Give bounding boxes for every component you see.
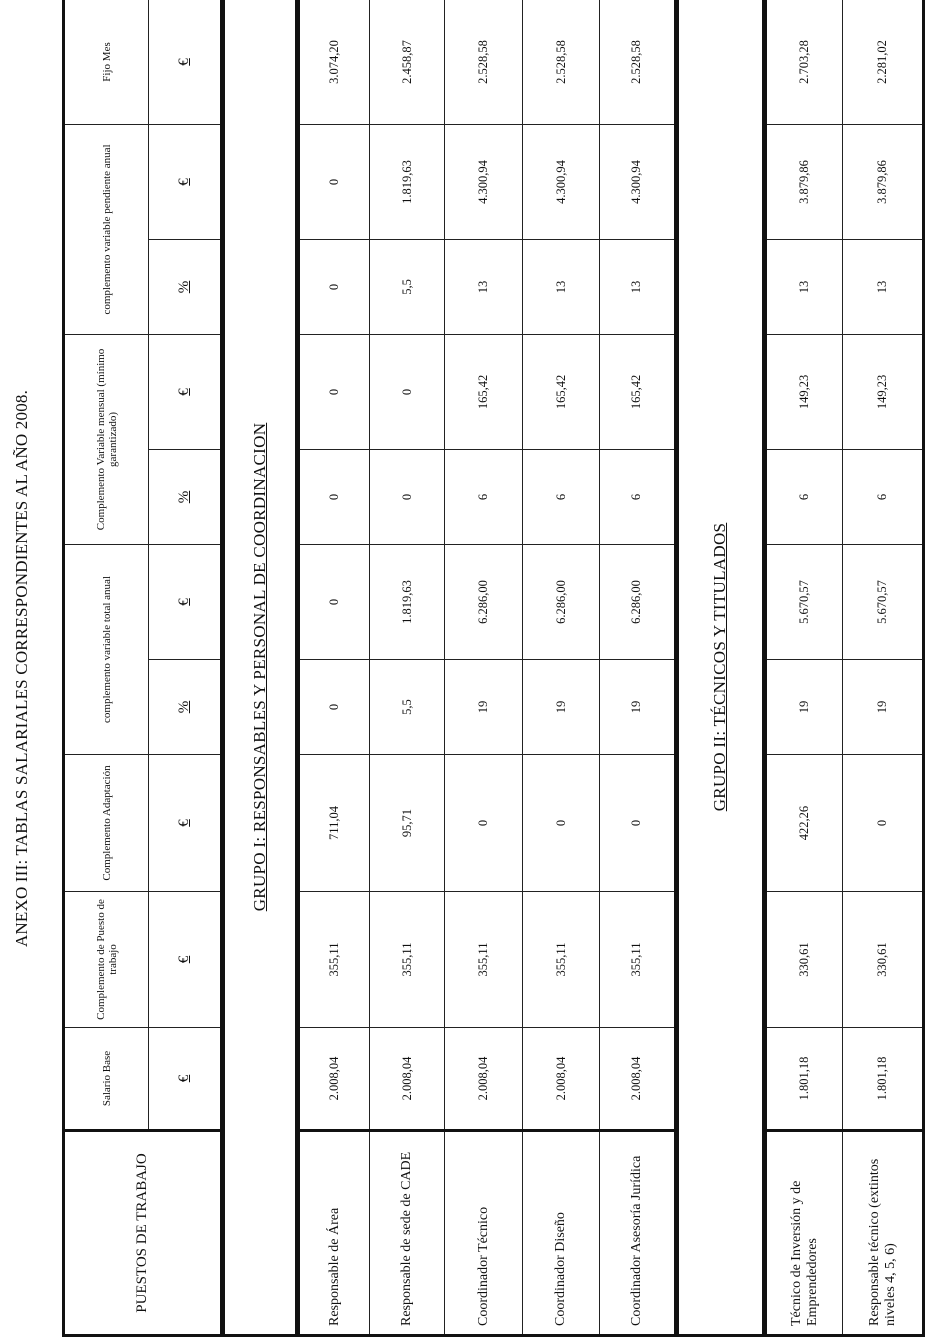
value-cell: 2.528,58 (445, 0, 522, 124)
unit-euro: € (149, 124, 223, 239)
value-cell: 2.008,04 (600, 1028, 676, 1131)
value-cell: 3.074,20 (298, 0, 370, 124)
table-row (445, 0, 522, 1336)
value-cell: 711,04 (298, 755, 370, 892)
value-cell: 13 (445, 239, 522, 334)
header-variable-total: complemento variable total anual (64, 544, 149, 754)
value-cell: 0 (843, 755, 924, 892)
value-cell: 0 (370, 334, 445, 449)
value-cell: 422,26 (764, 755, 842, 892)
value-cell: 0 (600, 755, 676, 892)
value-cell: 3.879,86 (764, 124, 842, 239)
job-title-cell: Responsable técnico (extintos niveles 4, 5, 6) (843, 1131, 924, 1336)
value-cell: 165,42 (445, 334, 522, 449)
value-cell: 4.300,94 (445, 124, 522, 239)
value-cell: 0 (298, 334, 370, 449)
value-cell: 19 (764, 660, 842, 755)
value-cell: 2.008,04 (522, 1028, 599, 1131)
value-cell: 95,71 (370, 755, 445, 892)
value-cell: 2.528,58 (522, 0, 599, 124)
value-cell: 1.801,18 (764, 1028, 842, 1131)
value-cell: 165,42 (522, 334, 599, 449)
value-cell: 355,11 (522, 892, 599, 1028)
job-title-cell: Responsable de Área (298, 1131, 370, 1336)
unit-euro: € (149, 544, 223, 659)
salary-table-frame (62, 0, 925, 1337)
value-cell: 13 (600, 239, 676, 334)
header-complemento-adaptacion: Complemento Adaptación (64, 755, 149, 892)
value-cell: 355,11 (298, 892, 370, 1028)
value-cell: 165,42 (600, 334, 676, 449)
header-fijo-mes: Fijo Mes (64, 0, 149, 124)
value-cell: 5.670,57 (764, 544, 842, 659)
header-salario-base: Salario Base (64, 1028, 149, 1131)
value-cell: 6 (764, 449, 842, 544)
value-cell: 2.281,02 (843, 0, 924, 124)
value-cell: 0 (298, 449, 370, 544)
value-cell: 0 (445, 755, 522, 892)
unit-percent: % (149, 660, 223, 755)
header-variable-mensual: Complemento Variable mensual (mínimo garantizado) (64, 334, 149, 544)
table-row (600, 0, 676, 1336)
value-cell: 19 (522, 660, 599, 755)
value-cell: 13 (764, 239, 842, 334)
unit-euro: € (149, 334, 223, 449)
header-complemento-puesto: Complemento de Puesto de trabajo (64, 892, 149, 1028)
header-variable-pendiente: complemento variable pendiente anual (64, 124, 149, 334)
value-cell: 6.286,00 (445, 544, 522, 659)
value-cell: 355,11 (600, 892, 676, 1028)
table-row (843, 0, 924, 1336)
value-cell: 19 (600, 660, 676, 755)
group-title: GRUPO I: RESPONSABLES Y PERSONAL DE COORDINACION (250, 422, 270, 912)
job-title-cell: Coordinador Técnico (445, 1131, 522, 1336)
value-cell: 2.008,04 (445, 1028, 522, 1131)
value-cell: 330,61 (764, 892, 842, 1028)
value-cell: 1.819,63 (370, 544, 445, 659)
table-row (298, 0, 370, 1336)
value-cell: 0 (298, 124, 370, 239)
salary-table (62, 0, 925, 1337)
value-cell: 4.300,94 (600, 124, 676, 239)
value-cell: 149,23 (843, 334, 924, 449)
value-cell: 0 (522, 755, 599, 892)
value-cell: 6 (445, 449, 522, 544)
value-cell: 0 (370, 449, 445, 544)
value-cell: 0 (298, 239, 370, 334)
group-header (223, 0, 298, 1336)
value-cell: 5.670,57 (843, 544, 924, 659)
unit-percent: % (149, 449, 223, 544)
table-row (370, 0, 445, 1336)
value-cell: 13 (522, 239, 599, 334)
value-cell: 0 (298, 660, 370, 755)
table-row (522, 0, 599, 1336)
value-cell: 6 (843, 449, 924, 544)
group-title: GRUPO II: TÉCNICOS Y TITULADOS (710, 522, 730, 812)
job-title-cell: Coordinador Diseño (522, 1131, 599, 1336)
value-cell: 6.286,00 (600, 544, 676, 659)
unit-euro: € (149, 755, 223, 892)
table-row (764, 0, 842, 1336)
job-title-cell: Responsable de sede de CADE (370, 1131, 445, 1336)
unit-euro: € (149, 892, 223, 1028)
value-cell: 5,5 (370, 239, 445, 334)
job-title-cell: Técnico de Inversión y de Emprendedores (764, 1131, 842, 1336)
value-cell: 2.008,04 (298, 1028, 370, 1131)
value-cell: 2.008,04 (370, 1028, 445, 1131)
value-cell: 6 (600, 449, 676, 544)
value-cell: 355,11 (370, 892, 445, 1028)
page-title: ANEXO III: TABLAS SALARIALES CORRESPONDIENTES AL AÑO 2008. (12, 389, 31, 948)
header-puestos: PUESTOS DE TRABAJO (64, 1131, 223, 1336)
value-cell: 3.879,86 (843, 124, 924, 239)
value-cell: 19 (843, 660, 924, 755)
value-cell: 1.801,18 (843, 1028, 924, 1131)
value-cell: 355,11 (445, 892, 522, 1028)
value-cell: 2.458,87 (370, 0, 445, 124)
value-cell: 2.528,58 (600, 0, 676, 124)
value-cell: 4.300,94 (522, 124, 599, 239)
value-cell: 6 (522, 449, 599, 544)
value-cell: 149,23 (764, 334, 842, 449)
value-cell: 330,61 (843, 892, 924, 1028)
unit-percent: % (149, 239, 223, 334)
job-title-cell: Coordinador Asesoría Jurídica (600, 1131, 676, 1336)
unit-euro: € (149, 1028, 223, 1131)
value-cell: 6.286,00 (522, 544, 599, 659)
unit-euro: € (149, 0, 223, 124)
value-cell: 0 (298, 544, 370, 659)
value-cell: 13 (843, 239, 924, 334)
group-header (676, 0, 764, 1336)
value-cell: 2.703,28 (764, 0, 842, 124)
value-cell: 5,5 (370, 660, 445, 755)
value-cell: 1.819,63 (370, 124, 445, 239)
value-cell: 19 (445, 660, 522, 755)
